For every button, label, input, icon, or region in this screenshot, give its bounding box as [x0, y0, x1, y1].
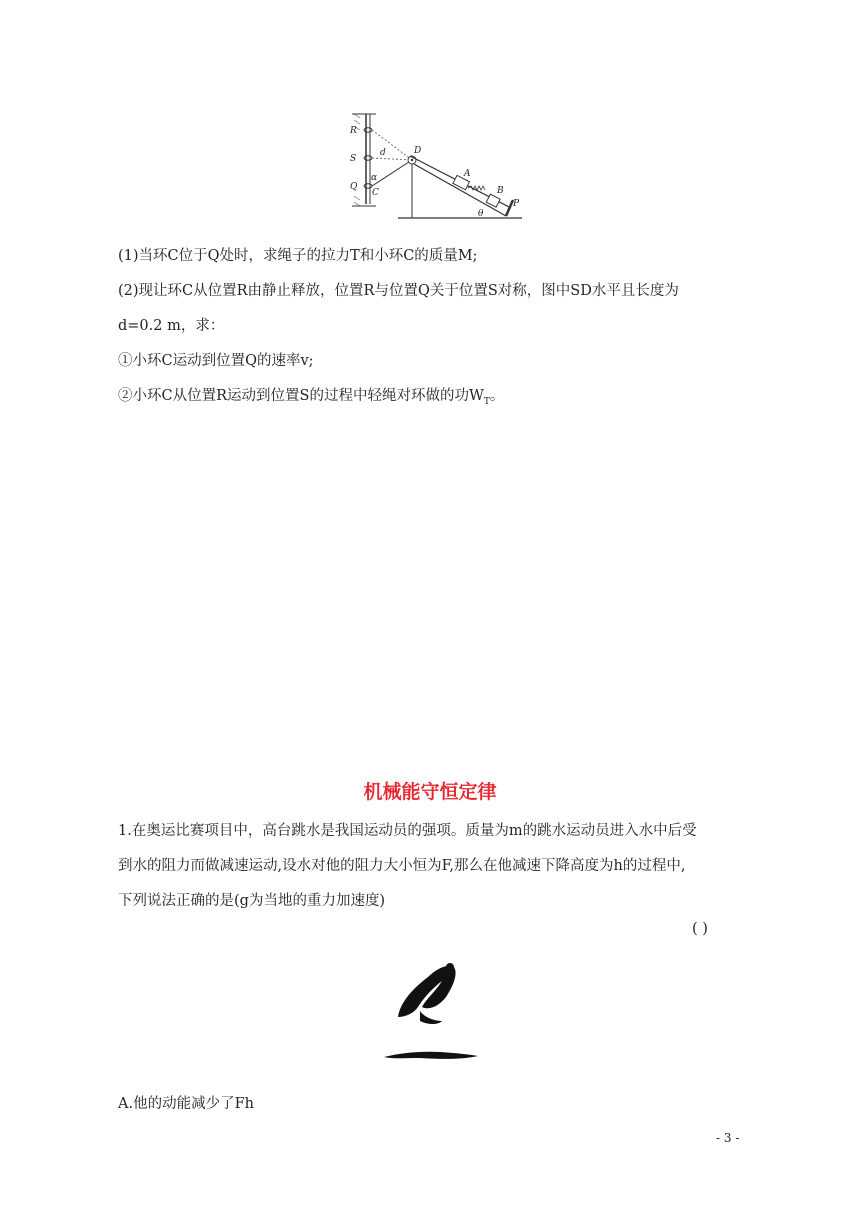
question-part-1: (1)当环C位于Q处时，求绳子的拉力T和小环C的质量M; — [118, 248, 478, 264]
subscript-t: T — [483, 396, 490, 407]
question-part-2-line-2: d=0.2 m，求： — [118, 318, 225, 334]
label-theta: θ — [478, 209, 484, 219]
water-surface — [384, 1052, 478, 1059]
ring-c — [364, 184, 372, 188]
question-sub-2-text: ②小环C从位置R运动到位置S的过程中轻绳对环做的功W — [118, 388, 484, 404]
diver-figure — [380, 955, 480, 1065]
question-sub-2-end: 。 — [489, 388, 505, 404]
diver-arm — [420, 1011, 442, 1024]
label-d-length: d — [380, 148, 386, 158]
ring-r — [364, 128, 372, 132]
page-number: - 3 - — [716, 1131, 740, 1145]
question-sub-2 — [118, 386, 504, 412]
problem-1-line-3: 下列说法正确的是(g为当地的重力加速度) — [118, 893, 386, 909]
stopper-p — [506, 200, 513, 216]
label-b: B — [497, 186, 504, 196]
problem-1-line-2: 到水的阻力而做减速运动,设水对他的阻力大小恒为F,那么在他减速下降高度为h的过程中, — [118, 858, 686, 874]
question-part-2-line-1: (2)现让环C从位置R由静止释放，位置R与位置Q关于位置S对称，图中SD水平且长度为 — [118, 283, 679, 299]
question-sub-1: ①小环C运动到位置Q的速率v; — [118, 353, 314, 369]
answer-bracket: ( ) — [692, 921, 708, 937]
option-a: A.他的动能减少了Fh — [118, 1096, 254, 1112]
label-q: Q — [350, 182, 358, 192]
label-c: C — [372, 188, 379, 198]
section-title: 机械能守恒定律 — [363, 781, 497, 803]
label-p: P — [513, 199, 520, 209]
problem-1-line-1: 1.在奥运比赛项目中，高台跳水是我国运动员的强项。质量为m的跳水运动员进入水中后受 — [118, 823, 697, 839]
diver-body — [398, 966, 456, 1017]
pulley-incline-figure — [346, 108, 532, 224]
spring — [468, 186, 485, 190]
ring-s — [364, 156, 372, 160]
label-s: S — [350, 154, 357, 164]
diver-head — [446, 963, 454, 971]
label-alpha: α — [371, 173, 378, 183]
label-d: D — [414, 146, 422, 156]
label-r: R — [350, 126, 357, 136]
label-a: A — [464, 169, 471, 179]
